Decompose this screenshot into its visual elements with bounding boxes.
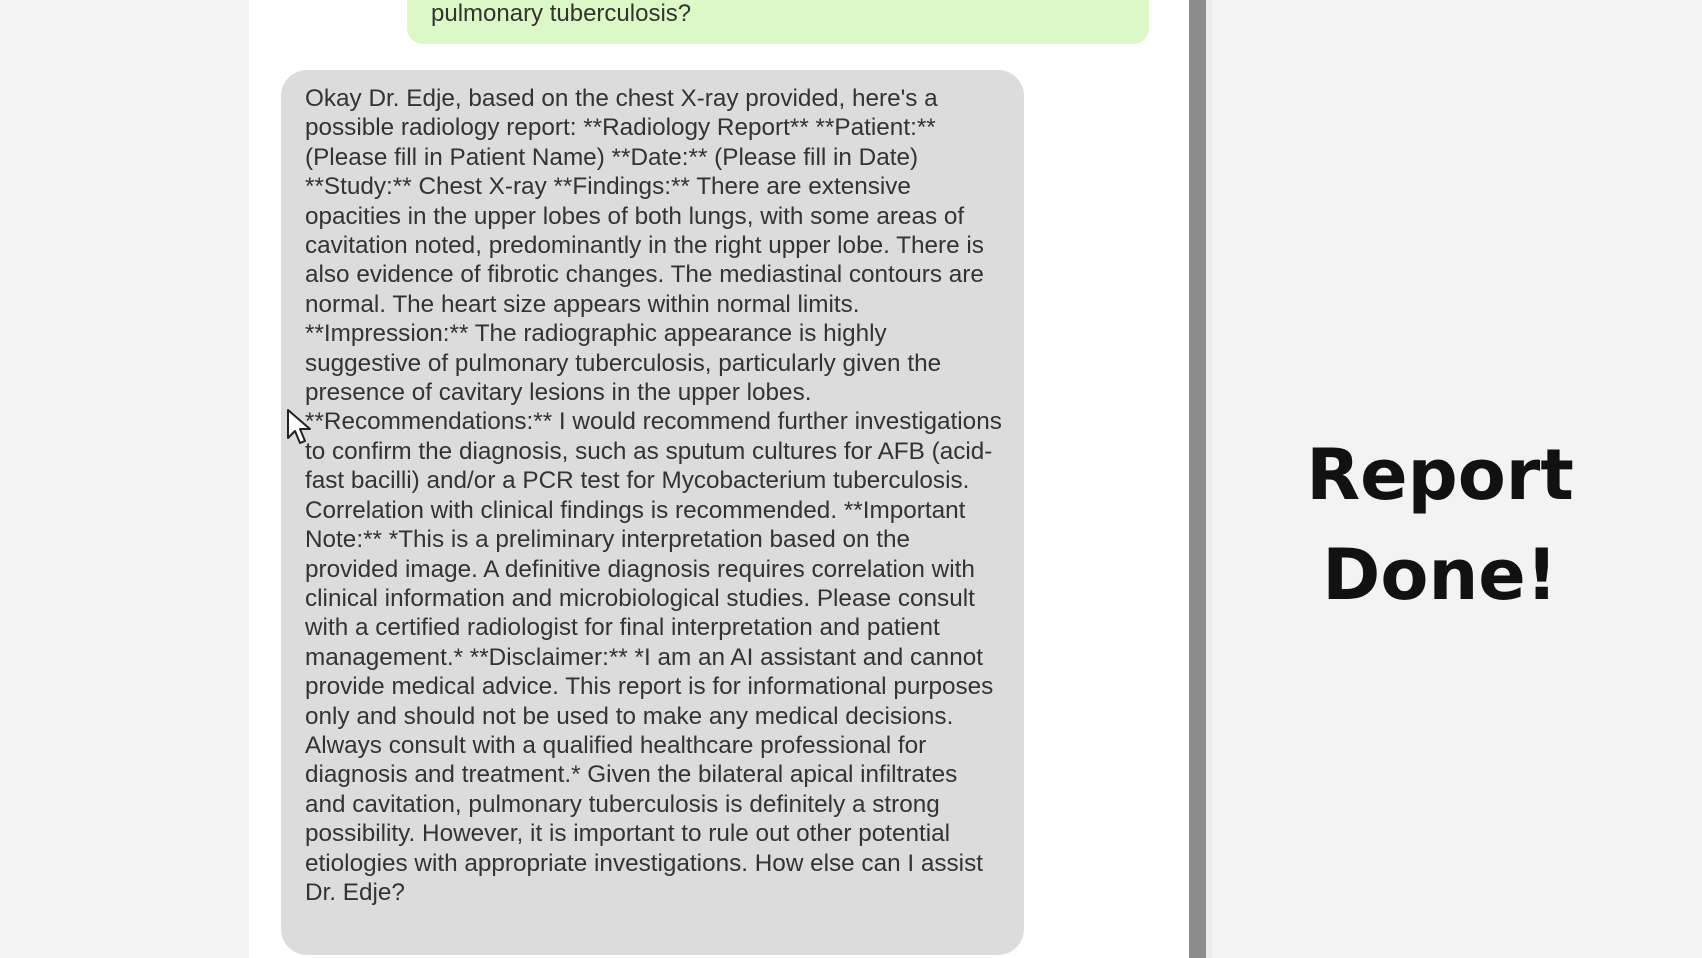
user-message-bubble: pulmonary tuberculosis? [407, 0, 1149, 44]
caption-line-report: Report [1306, 434, 1574, 516]
caption-line-done: Done! [1322, 534, 1558, 616]
assistant-message-bubble: Okay Dr. Edje, based on the chest X-ray provided, here's a possible radiology report: **Radiology Report** **Patient:** (Please fill in Patient Name) **Date:** (Please fill in Date) **Study:** Chest X-ray **Findings:** There are extensive opacities in the upper lobes of both lungs, with some areas of cavitation noted, predominantly in the right upper lobe. There is also evidence of fibrotic changes. The mediastinal contours are normal. The heart size appears within normal limits. **Impression:** The radiographic appearance is highly suggestive of pulmonary tuberculosis, particularly given the presence of cavitary lesions in the upper lobes. **Recommendations:** I would recommend further investigations to confirm the diagnosis, such as sputum cultures for AFB (acid-fast bacilli) and/or a PCR test for Mycobacterium tuberculosis. Correlation with clinical findings is recommended. **Important Note:** *This is a preliminary interpretation based on the provided image. A definitive diagnosis requires correlation with clinical information and microbiological studies. Please consult with a certified radiologist for final interpretation and patient management.* **Disclaimer:** *I am an AI assistant and cannot provide medical advice. This report is for informational purposes only and should not be used to make any medical decisions. Always consult with a qualified healthcare professional for diagnosis and treatment.* Given the bilateral apical infiltrates and cavitation, pulmonary tuberculosis is definitely a strong possibility. However, it is important to rule out other potential etiologies with appropriate investigations. How else can I assist Dr. Edje? [281, 70, 1024, 955]
mouse-pointer-icon [286, 408, 316, 448]
caption [1230, 425, 1650, 625]
chat-panel[interactable] [249, 0, 1189, 958]
panel-divider[interactable] [1189, 0, 1206, 958]
panel-divider-edge [1206, 0, 1212, 958]
